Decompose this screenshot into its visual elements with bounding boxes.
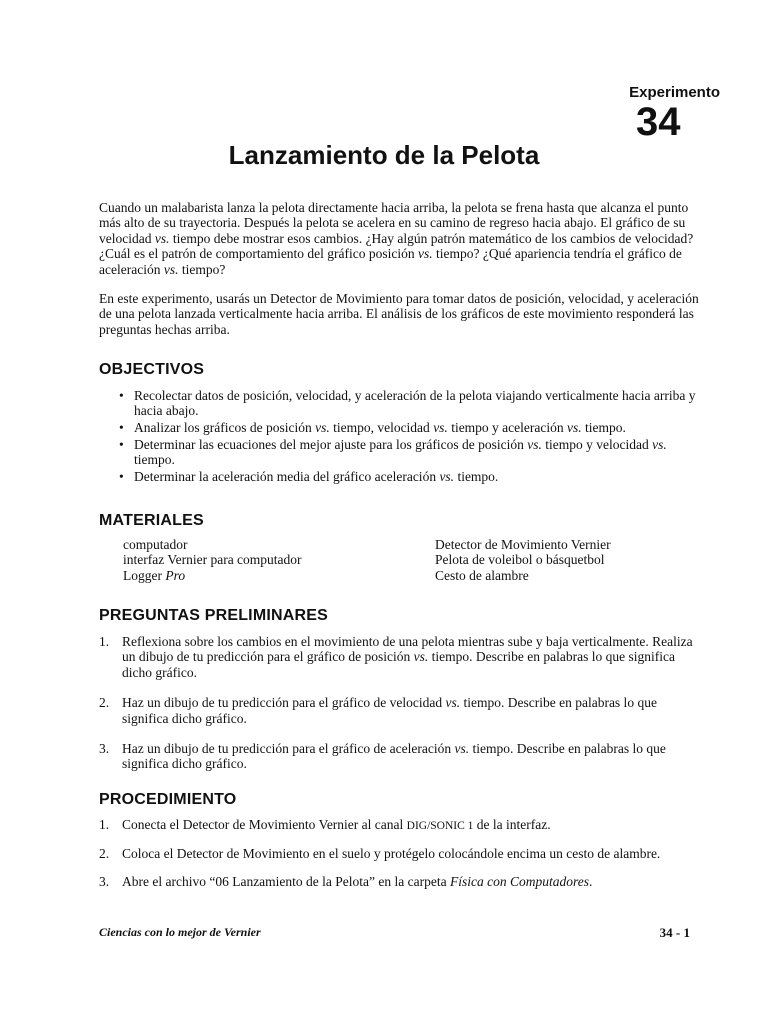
procedure-heading: PROCEDIMIENTO [99, 791, 237, 808]
material-item: interfaz Vernier para computador [123, 552, 302, 568]
materials-right-column [435, 537, 611, 583]
intro-paragraph-2: En este experimento, usarás un Detector de Movimiento para tomar datos de posición, velocidad, y aceleración de una pelota lanzada verticalmente hacia arriba. El análisis de los gráficos de este movimiento responderá las preguntas hechas arriba. [99, 291, 699, 337]
materials-left-column [123, 537, 302, 583]
procedure-list [99, 817, 699, 889]
list-item: • Recolectar datos de posición, velocidad, y aceleración de la pelota viajando verticalmente hacia arriba y hacia abajo. [119, 388, 696, 419]
step-text: Coloca el Detector de Movimiento en el suelo y protégelo colocándole encima un cesto de alambre. [122, 846, 661, 862]
list-item [99, 846, 699, 861]
intro-paragraph-1: Cuando un malabarista lanza la pelota directamente hacia arriba, la pelota se frena hasta que alcanza el punto más alto de su trayectoria. Después la pelota se acelera en su camino de regreso hacia abajo. El gráfico de su velocidad vs. tiempo debe mostrar esos cambios. ¿Hay algún patrón matemático de los cambios de velocidad? ¿Cuál es el patrón de comportamiento del gráfico posición vs. tiempo? ¿Qué apariencia tendría el gráfico de aceleración vs. tiempo? [99, 200, 694, 277]
item-number: 2. [99, 846, 110, 862]
materials-heading: MATERIALES [99, 512, 204, 529]
item-number: 1. [99, 817, 110, 832]
item-number: 1. [99, 634, 110, 649]
objectives-heading: OBJECTIVOS [99, 361, 205, 378]
list-item: • Analizar los gráficos de posición vs. tiempo, velocidad vs. tiempo y aceleración vs. tiempo. [119, 420, 626, 436]
objective-text: Analizar los gráficos de posición vs. tiempo, velocidad vs. tiempo y aceleración vs. tiempo. [134, 420, 626, 436]
step-text: Abre el archivo “06 Lanzamiento de la Pelota” en la carpeta Física con Computadores. [122, 873, 593, 889]
material-item: Cesto de alambre [435, 567, 529, 583]
objective-text: Recolectar datos de posición, velocidad, y aceleración de la pelota viajando verticalmente hacia arriba y hacia abajo. [134, 388, 696, 419]
page-number: 34 - 1 [659, 925, 690, 940]
page-title: Lanzamiento de la Pelota [228, 140, 540, 170]
question-text: Reflexiona sobre los cambios en el movimiento de una pelota mientras sube y baja verticalmente. Realiza un dibujo de tu predicción para el gráfico de posición vs. tiempo. Describe en palabras lo que significa dicho gráfico. [122, 634, 693, 680]
preliminary-heading: PREGUNTAS PRELIMINARES [99, 607, 329, 624]
list-item: • Determinar la aceleración media del gráfico aceleración vs. tiempo. [119, 469, 499, 485]
material-item: computador [123, 537, 188, 552]
objectives-list [106, 388, 706, 486]
list-item [99, 634, 699, 680]
list-item [99, 817, 699, 834]
objective-text: Determinar la aceleración media del gráfico aceleración vs. tiempo. [134, 469, 499, 485]
objective-text: Determinar las ecuaciones del mejor ajuste para los gráficos de posición vs. tiempo y velocidad vs. tiempo. [134, 437, 667, 468]
item-number: 2. [99, 695, 110, 711]
question-text: Haz un dibujo de tu predicción para el gráfico de velocidad vs. tiempo. Describe en palabras lo que significa dicho gráfico. [122, 695, 657, 726]
experiment-label: Experimento [629, 84, 720, 101]
material-item: Pelota de voleibol o básquetbol [435, 552, 605, 568]
item-number: 3. [99, 873, 110, 889]
list-item [99, 874, 699, 889]
step-text: Conecta el Detector de Movimiento Vernier al canal DIG/SONIC 1 de la interfaz. [122, 817, 551, 832]
question-text: Haz un dibujo de tu predicción para el gráfico de aceleración vs. tiempo. Describe en palabras lo que significa dicho gráfico. [122, 741, 666, 772]
material-item: Logger Pro [123, 567, 186, 583]
list-item [99, 695, 699, 726]
list-item: • Determinar las ecuaciones del mejor ajuste para los gráficos de posición vs. tiempo y velocidad vs. tiempo. [119, 437, 667, 468]
preliminary-list [99, 634, 699, 772]
list-item [99, 741, 699, 772]
footer-title: Ciencias con lo mejor de Vernier [99, 925, 261, 939]
item-number: 3. [99, 741, 110, 757]
experiment-number: 34 [636, 100, 681, 144]
material-item: Detector de Movimiento Vernier [435, 537, 611, 552]
